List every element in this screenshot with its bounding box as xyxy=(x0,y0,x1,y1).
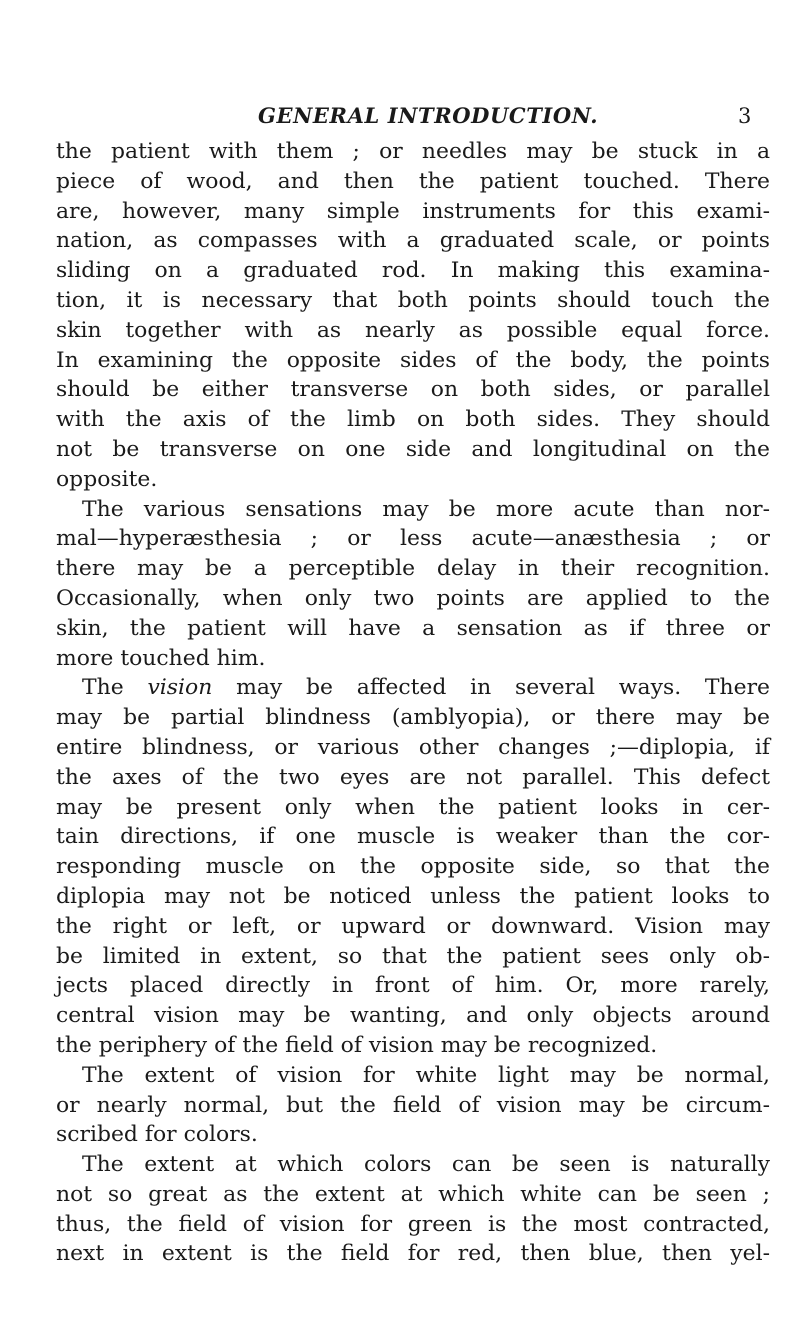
text-line xyxy=(56,912,770,942)
page-number: 3 xyxy=(738,104,752,128)
text-segment: the patient with them ; or needles may be stuck in a xyxy=(56,139,770,164)
text-line xyxy=(56,167,770,197)
text-line xyxy=(56,524,770,554)
text-line xyxy=(56,316,770,346)
text-segment: The xyxy=(82,675,148,701)
text-segment: diplopia may not be noticed unless the patient looks to xyxy=(56,883,770,909)
text-segment: there may be a perceptible delay in their recognition. xyxy=(56,556,770,582)
text-segment: the axes of the two eyes are not parallel. This defect xyxy=(56,764,770,790)
page-header xyxy=(0,101,800,131)
text-line xyxy=(56,673,770,703)
text-line xyxy=(56,197,770,227)
text-line xyxy=(56,435,770,465)
text-segment: are, however, many simple instruments for this exami- xyxy=(56,198,770,224)
text-segment: entire blindness, or various other changes ;—diplopia, if xyxy=(56,734,770,760)
text-segment: piece of wood, and then the patient touched. There xyxy=(56,168,770,194)
text-line xyxy=(56,495,770,525)
text-segment: nation, as compasses with a graduated scale, or points xyxy=(56,228,770,254)
text-line xyxy=(56,137,770,167)
text-line xyxy=(56,1180,770,1210)
text-line xyxy=(56,644,770,674)
text-segment: next in extent is the field for red, then blue, then yel- xyxy=(56,1241,770,1267)
text-segment: tain directions, if one muscle is weaker than the cor- xyxy=(56,824,770,850)
text-line xyxy=(56,256,770,286)
text-line xyxy=(56,942,770,972)
text-line xyxy=(56,1031,770,1061)
text-segment: with the axis of the limb on both sides. They should xyxy=(56,407,770,433)
text-segment: should be either transverse on both sides, or parallel xyxy=(56,377,770,403)
text-line xyxy=(56,554,770,584)
text-line xyxy=(56,1061,770,1091)
text-segment: sliding on a graduated rod. In making this examina- xyxy=(56,258,770,284)
text-segment: The extent at which colors can be seen is naturally xyxy=(82,1152,770,1178)
text-line xyxy=(56,465,770,495)
text-segment: not so great as the extent at which white can be seen ; xyxy=(56,1181,770,1207)
text-segment: more touched him. xyxy=(56,645,266,671)
text-segment: the periphery of the field of vision may be recognized. xyxy=(56,1032,658,1058)
text-segment: mal—hyperæsthesia ; or less acute—anæsthesia ; or xyxy=(56,526,770,552)
text-segment: skin, the patient will have a sensation as if three or xyxy=(56,615,770,641)
text-line xyxy=(56,793,770,823)
text-segment: or nearly normal, but the field of vision may be circum- xyxy=(56,1092,770,1118)
running-head: GENERAL INTRODUCTION. xyxy=(258,103,599,128)
text-line xyxy=(56,1210,770,1240)
text-line xyxy=(56,226,770,256)
text-segment: the right or left, or upward or downward. Vision may xyxy=(56,913,770,939)
text-segment: may be present only when the patient looks in cer- xyxy=(56,794,770,820)
text-line xyxy=(56,1239,770,1269)
text-segment: may be partial blindness (amblyopia), or there may be xyxy=(56,705,770,731)
text-segment: The various sensations may be more acute than nor- xyxy=(82,496,770,522)
text-segment: jects placed directly in front of him. Or, more rarely, xyxy=(56,973,770,999)
text-segment: In examining the opposite sides of the body, the points xyxy=(56,347,770,373)
text-segment: skin together with as nearly as possible equal force. xyxy=(56,317,770,343)
text-segment: The extent of vision for white light may be normal, xyxy=(82,1062,770,1088)
text-line xyxy=(56,286,770,316)
italic-term: vision xyxy=(147,675,213,701)
text-segment: scribed for colors. xyxy=(56,1122,258,1148)
text-line xyxy=(56,1150,770,1180)
text-segment: opposite. xyxy=(56,466,158,492)
text-segment: tion, it is necessary that both points should touch the xyxy=(56,287,770,313)
text-line xyxy=(56,346,770,376)
text-segment: responding muscle on the opposite side, so that the xyxy=(56,854,770,880)
text-line xyxy=(56,1091,770,1121)
text-line xyxy=(56,614,770,644)
text-line xyxy=(56,1001,770,1031)
text-segment: central vision may be wanting, and only objects around xyxy=(56,1003,770,1029)
text-line xyxy=(56,822,770,852)
text-line xyxy=(56,763,770,793)
text-line xyxy=(56,733,770,763)
text-line xyxy=(56,852,770,882)
text-line xyxy=(56,971,770,1001)
text-segment: thus, the field of vision for green is the most contracted, xyxy=(56,1211,770,1237)
text-line xyxy=(56,375,770,405)
text-line xyxy=(56,703,770,733)
text-segment: not be transverse on one side and longitudinal on the xyxy=(56,436,770,462)
text-segment: may be affected in several ways. There xyxy=(212,675,770,701)
text-line xyxy=(56,882,770,912)
text-segment: Occasionally, when only two points are applied to the xyxy=(56,585,770,611)
body-text xyxy=(56,137,770,1269)
text-segment: be limited in extent, so that the patient sees only ob- xyxy=(56,943,770,969)
text-line xyxy=(56,1120,770,1150)
text-line xyxy=(56,584,770,614)
text-line xyxy=(56,405,770,435)
